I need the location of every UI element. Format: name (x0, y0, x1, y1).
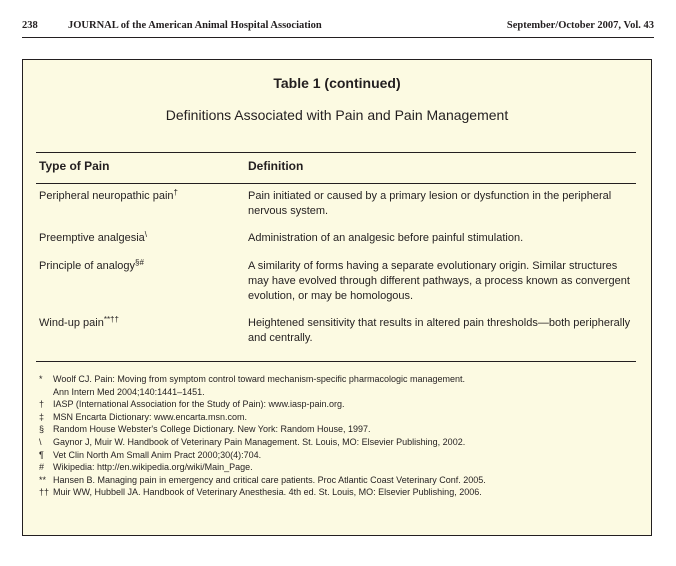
footnotes-list (39, 373, 639, 499)
column-header-type: Type of Pain (39, 159, 110, 173)
issue-date: September/October 2007, Vol. 43 (506, 20, 654, 31)
footnote-text: Wikipedia: http://en.wikipedia.org/wiki/Main_Page. (53, 462, 253, 473)
footnote-text: Gaynor J, Muir W. Handbook of Veterinary Pain Management. St. Louis, MO: Elsevier Publishing, 2002. (53, 436, 466, 447)
footnote-text: MSN Encarta Dictionary: www.encarta.msn.com. (53, 411, 248, 422)
row-term (39, 189, 239, 204)
journal-title: JOURNAL of the American Animal Hospital Association (68, 20, 322, 31)
footnote (39, 411, 639, 424)
footnote (39, 373, 639, 398)
header-rule (36, 183, 636, 184)
table-bottom-rule (36, 361, 636, 362)
term-footnote-marks: † (173, 188, 178, 197)
footnote (39, 436, 639, 449)
running-head (22, 20, 654, 38)
footnote (39, 423, 639, 436)
table-subtitle: Definitions Associated with Pain and Pain Management (165, 107, 509, 123)
footnote-text: Hansen B. Managing pain in emergency and critical care patients. Proc Atlantic Coast Veterinary Conf. 2005. (53, 474, 486, 485)
footnote (39, 486, 639, 499)
footnote-mark: ** (39, 474, 47, 485)
footnote-mark: ¶ (39, 449, 44, 460)
term-text: Wind-up pain (39, 317, 104, 329)
row-term (39, 259, 239, 274)
footnote-text: IASP (International Association for the Study of Pain): www.iasp-pain.org. (53, 399, 345, 410)
footnote-text: Woolf CJ. Pain: Moving from symptom control toward mechanism-specific pharmacologic management. (53, 374, 465, 384)
term-footnote-marks: **†† (103, 315, 119, 324)
footnote (39, 461, 639, 474)
footnote-text: Random House Webster's College Dictionary. New York: Random House, 1997. (53, 424, 371, 435)
footnote-text: Vet Clin North Am Small Anim Pract 2000;30(4):704. (53, 449, 262, 460)
footnote-mark: § (39, 424, 45, 435)
definitions-table (22, 59, 652, 536)
footnote-mark: ‡ (39, 411, 45, 422)
footnote-mark: \ (39, 436, 42, 447)
term-text: Peripheral neuropathic pain (39, 190, 174, 202)
row-term (39, 231, 239, 246)
table-title: Table 1 (continued) (273, 75, 401, 91)
row-definition: Heightened sensitivity that results in altered pain thresholds—both peripherally and centrally. (248, 317, 631, 344)
footnote-mark: # (39, 462, 45, 473)
footnote-mark: †† (39, 487, 50, 498)
footnote-mark: † (39, 399, 45, 410)
row-definition: Pain initiated or caused by a primary lesion or dysfunction in the peripheral nervous system. (248, 190, 612, 217)
footnote (39, 398, 639, 411)
footnote-text: Muir WW, Hubbell JA. Handbook of Veterinary Anesthesia. 4th ed. St. Louis, MO: Elsevier Publishing, 2006. (53, 487, 482, 498)
term-text: Preemptive analgesia (39, 232, 145, 244)
term-footnote-marks: §# (135, 258, 144, 267)
term-text: Principle of analogy (39, 260, 136, 272)
footnote-mark: * (39, 374, 43, 384)
row-definition: A similarity of forms having a separate evolutionary origin. Similar structures may have evolved through different pathways, a process known as convergent evolution, or may be homologous. (248, 260, 630, 302)
row-definition: Administration of an analgesic before painful stimulation. (248, 232, 524, 244)
footnote (39, 474, 639, 487)
column-header-definition: Definition (248, 159, 304, 173)
footnote-text-continued: Ann Intern Med 2004;140:1441–1451. (53, 386, 205, 397)
footnote (39, 449, 639, 462)
row-term (39, 316, 239, 331)
term-footnote-marks: \ (144, 230, 148, 239)
page-number: 238 (22, 20, 38, 31)
table-top-rule (36, 152, 636, 153)
